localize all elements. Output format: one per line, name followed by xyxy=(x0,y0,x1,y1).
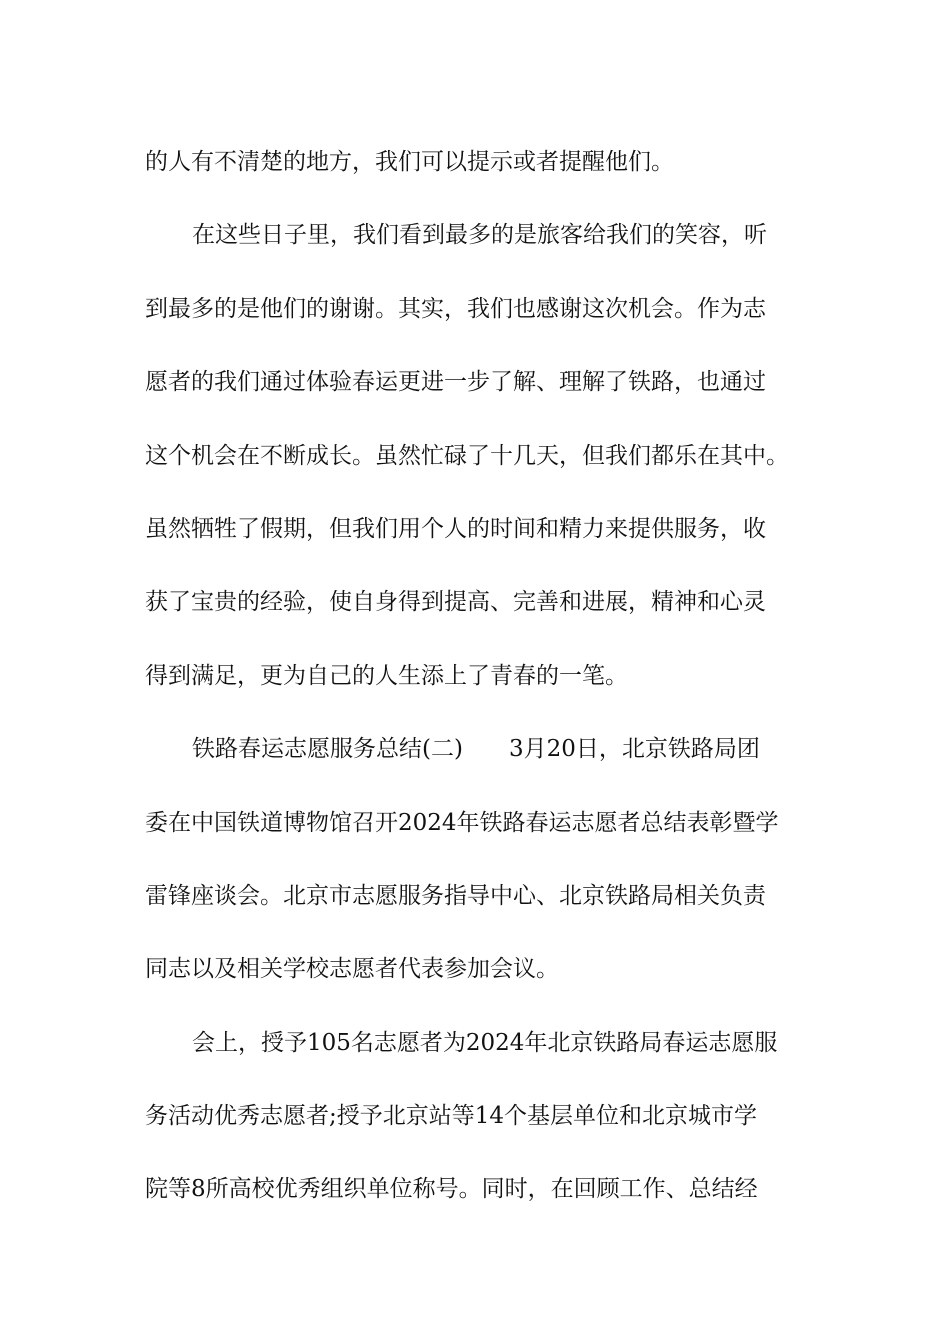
text-line: 委在中国铁道博物馆召开2024年铁路春运志愿者总结表彰暨学 xyxy=(145,809,779,836)
text-line: 会上，授予105名志愿者为2024年北京铁路局春运志愿服 xyxy=(192,1029,778,1056)
text-line: 这个机会在不断成长。虽然忙碌了十几天，但我们都乐在其中。 xyxy=(145,442,789,469)
text-line: 雷锋座谈会。北京市志愿服务指导中心、北京铁路局相关负责 xyxy=(145,882,766,909)
text-line: 获了宝贵的经验，使自身得到提高、完善和进展，精神和心灵 xyxy=(145,589,766,616)
text-line: 同志以及相关学校志愿者代表参加会议。 xyxy=(145,956,559,983)
text-line: 到最多的是他们的谢谢。其实，我们也感谢这次机会。作为志 xyxy=(145,295,766,322)
text-line: 虽然牺牲了假期，但我们用个人的时间和精力来提供服务，收 xyxy=(145,515,766,542)
text-line: 院等8所高校优秀组织单位称号。同时，在回顾工作、总结经 xyxy=(145,1176,758,1203)
text-line: 务活动优秀志愿者;授予北京站等14个基层单位和北京城市学 xyxy=(145,1103,758,1130)
text-line: 在这些日子里，我们看到最多的是旅客给我们的笑容，听 xyxy=(192,222,767,249)
text-line: 铁路春运志愿服务总结(二) 3月20日，北京铁路局团 xyxy=(192,736,760,763)
text-line: 的人有不清楚的地方，我们可以提示或者提醒他们。 xyxy=(145,149,674,175)
text-line: 愿者的我们通过体验春运更进一步了解、理解了铁路，也通过 xyxy=(145,369,766,396)
document-body xyxy=(145,126,815,1227)
text-line: 得到满足，更为自己的人生添上了青春的一笔。 xyxy=(145,662,628,689)
